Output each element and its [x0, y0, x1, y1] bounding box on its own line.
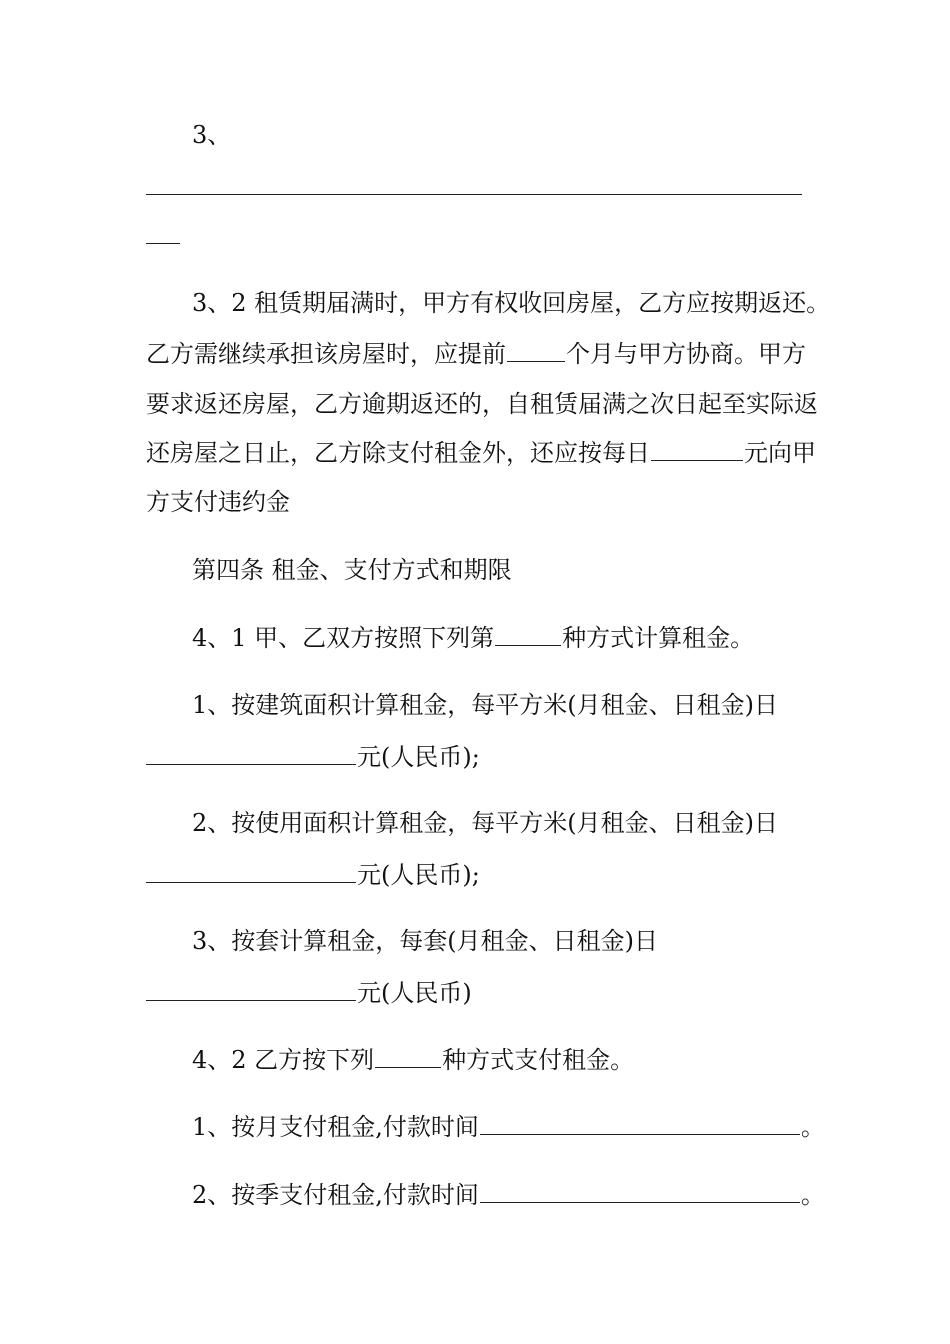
- clause-3-2-text-d: 元向甲: [744, 439, 816, 467]
- rent-method-2-line-1: 2、按使用面积计算租金，每平方米(月租金、日租金)日: [192, 809, 778, 837]
- item-3-label: 3、: [192, 121, 232, 149]
- payment-method-2-end: 。: [800, 1181, 825, 1209]
- clause-4-1: [192, 623, 862, 653]
- rent-method-blank: [495, 627, 561, 646]
- payment-method-2-time-blank: [480, 1184, 800, 1203]
- clause-3-2-line-3: 要求返还房屋，乙方逾期返还的，自租赁届满之次日起至实际返: [146, 390, 818, 418]
- rent-method-1-amount-blank: [146, 746, 356, 765]
- clause-3-2-text-c: 还房屋之日止，乙方除支付租金外，还应按每日: [146, 439, 650, 467]
- clause-3-2-line-5: 方支付违约金: [146, 488, 290, 516]
- payment-method-2: [192, 1180, 862, 1210]
- clause-4-2-text-b: 种方式支付租金。: [442, 1046, 635, 1074]
- payment-method-blank: [375, 1049, 441, 1068]
- rent-method-3-amount-blank: [146, 982, 356, 1001]
- rent-method-2-unit: 元(人民币);: [357, 861, 480, 889]
- payment-method-1-label: 1、按月支付租金,付款时间: [192, 1113, 479, 1141]
- clause-4-2: [192, 1045, 862, 1075]
- months-blank: [507, 343, 565, 362]
- payment-method-1-end: 。: [800, 1113, 825, 1141]
- clause-3-2-text-b: 个月与甲方协商。甲方: [566, 340, 806, 368]
- rent-method-1-line-1: 1、按建筑面积计算租金，每平方米(月租金、日租金)日: [192, 691, 778, 719]
- clause-4-1-text-b: 种方式计算租金。: [562, 624, 755, 652]
- rent-method-2-amount-blank: [146, 864, 356, 883]
- blank-rule-short: [146, 243, 180, 244]
- payment-method-2-label: 2、按季支付租金,付款时间: [192, 1181, 479, 1209]
- rent-method-1-line-2: [146, 742, 816, 772]
- clause-4-2-text-a: 4、2 乙方按下列: [192, 1046, 375, 1074]
- rent-method-3-line-1: 3、按套计算租金，每套(月租金、日租金)日: [192, 927, 658, 955]
- rent-method-3-unit: 元(人民币): [357, 979, 472, 1007]
- rent-method-2-line-2: [146, 860, 816, 890]
- clause-4-1-text-a: 4、1 甲、乙双方按照下列第: [192, 624, 495, 652]
- payment-method-1-time-blank: [480, 1116, 800, 1135]
- article-4-heading: 第四条 租金、支付方式和期限: [192, 556, 512, 584]
- clause-3-2-line-4: [146, 438, 816, 468]
- rent-method-3-line-2: [146, 978, 816, 1008]
- payment-method-1: [192, 1112, 862, 1142]
- clause-3-2-line-2: [146, 339, 816, 369]
- clause-3-2-line-1: 3、2 租赁期届满时，甲方有权收回房屋，乙方应按期返还。: [192, 289, 831, 317]
- rent-method-1-unit: 元(人民币);: [357, 743, 480, 771]
- clause-3-2-text-a: 乙方需继续承担该房屋时，应提前: [146, 340, 506, 368]
- daily-penalty-blank: [651, 442, 743, 461]
- blank-rule-long: [146, 194, 802, 195]
